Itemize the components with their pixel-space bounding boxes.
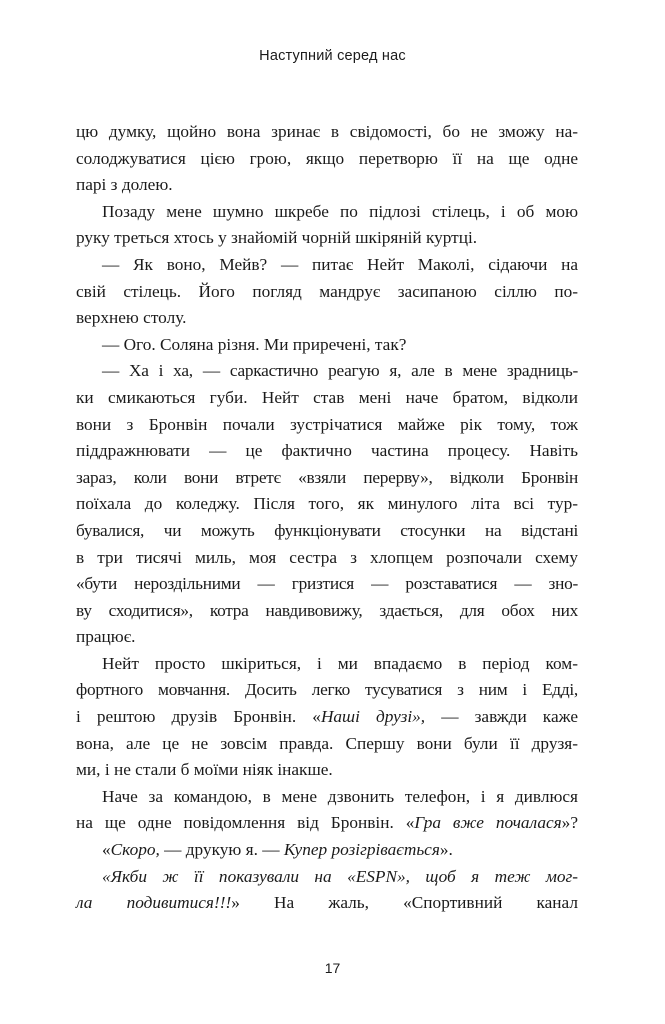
italic-run: Гра вже почалася bbox=[414, 813, 562, 833]
text-line: свій стілець. Його погляд мандрує засипаною сіллю по- bbox=[76, 281, 578, 301]
text-line: ми, і не стали б моїми ніяк інакше. bbox=[76, 760, 333, 780]
text-line: — Як воно, Мейв? — питає Нейт Маколі, сідаючи на bbox=[102, 254, 578, 274]
text-line: бувалися, чи можуть функціонувати стосунки на відстані bbox=[76, 520, 578, 540]
italic-run: Купер розігрівається bbox=[283, 840, 440, 860]
italic-run: «Якби ж її показували на «ESPN», щоб я теж мог- bbox=[102, 866, 578, 886]
text-line: вона, але це не зовсім правда. Спершу вони були її друзя- bbox=[76, 733, 578, 753]
text-line: піддражнювати — це фактично частина процесу. Навіть bbox=[76, 441, 578, 461]
running-head: Наступний серед нас bbox=[259, 48, 406, 64]
text-run: ». bbox=[439, 840, 453, 860]
text-line: — Ого. Соляна різня. Ми приречені, так? bbox=[102, 334, 407, 354]
text-line: Наче за командою, в мене дзвонить телефон, і я дивлюся bbox=[102, 786, 578, 806]
text-line bbox=[76, 704, 578, 731]
text-line: парі з долею. bbox=[76, 175, 173, 195]
text-run: на ще одне повідомлення від Бронвін. « bbox=[76, 813, 415, 833]
text-line: — Ха і ха, — саркастично реагую я, але в мене зрадниць- bbox=[102, 361, 578, 381]
text-line bbox=[76, 890, 578, 917]
text-line: поїхала до коледжу. Після того, як минулого літа всі тур- bbox=[76, 494, 578, 514]
text-line bbox=[76, 810, 578, 837]
text-line: цю думку, щойно вона зринає в свідомості, бо не зможу на- bbox=[76, 122, 578, 141]
text-line: вони з Бронвін почали зустрічатися майже рік тому, тож bbox=[76, 414, 578, 434]
page-number: 17 bbox=[324, 960, 341, 976]
italic-run: Скоро, bbox=[110, 840, 160, 860]
text-line: ву сходитися», котра навдивовижу, здається, для обох них bbox=[76, 600, 578, 620]
italic-run: Наші друзі», bbox=[320, 707, 426, 727]
text-run: — друкую я. — bbox=[159, 840, 284, 860]
text-run: »? bbox=[561, 813, 578, 833]
text-line: солоджуватися цією грою, якщо перетворю її на ще одне bbox=[76, 148, 578, 168]
text-run: і рештою друзів Бронвін. « bbox=[76, 707, 321, 727]
text-line: працює. bbox=[76, 627, 136, 647]
text-line: «бути нероздільними — гризтися — розставатися — зно- bbox=[76, 574, 578, 594]
text-line bbox=[76, 837, 578, 864]
italic-run: ла подивитися!!! bbox=[76, 893, 232, 913]
text-run: — завжди каже bbox=[425, 707, 578, 727]
text-line: руку треться хтось у знайомій чорній шкіряній куртці. bbox=[76, 228, 478, 248]
text-run: » На жаль, «Спортивний канал bbox=[231, 893, 578, 913]
text-line bbox=[76, 864, 578, 891]
text-run: « bbox=[102, 840, 111, 860]
text-line: зараз, коли вони втретє «взяли перерву», відколи Бронвін bbox=[76, 467, 578, 487]
page-body-text bbox=[76, 119, 578, 917]
text-line: верхнею столу. bbox=[76, 308, 187, 328]
text-line: ки смикаються губи. Нейт став мені наче братом, відколи bbox=[76, 387, 578, 407]
text-line: в три тисячі миль, моя сестра з хлопцем розпочали схему bbox=[76, 547, 578, 567]
text-line: Нейт просто шкіриться, і ми впадаємо в період ком- bbox=[102, 653, 578, 673]
text-line: фортного мовчання. Досить легко тусуватися з ним і Едді, bbox=[76, 680, 578, 700]
text-line: Позаду мене шумно шкребе по підлозі стілець, і об мою bbox=[102, 201, 578, 221]
